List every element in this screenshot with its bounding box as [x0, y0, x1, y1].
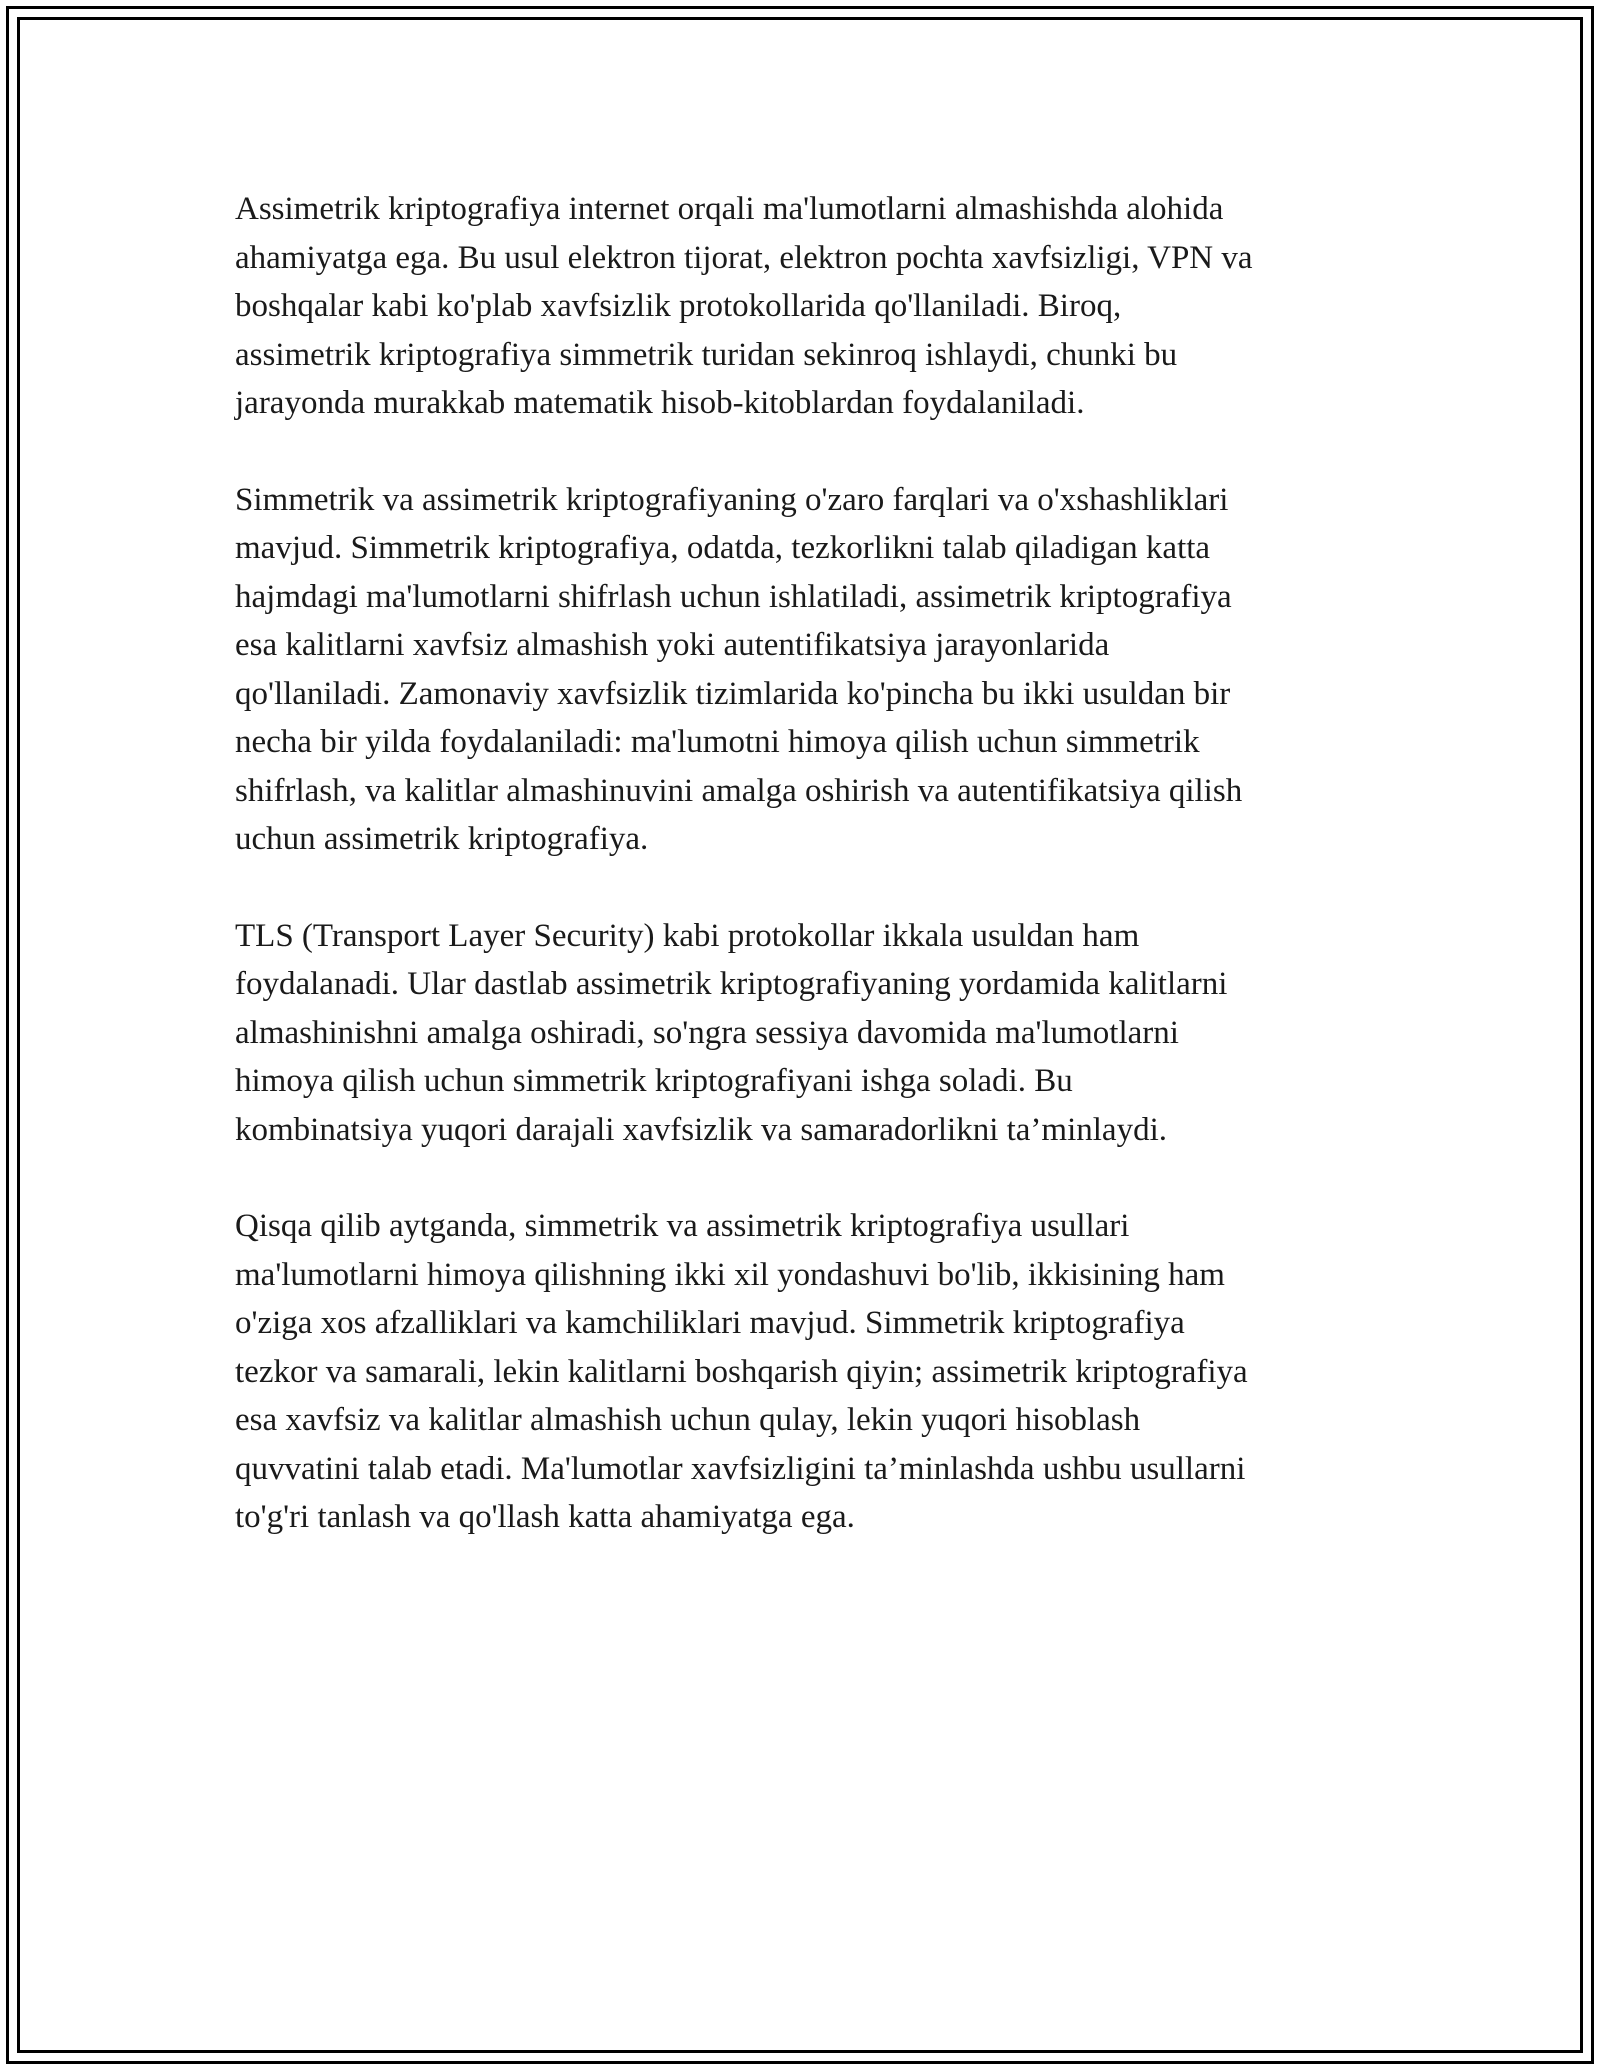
document-body [235, 185, 1375, 1590]
paragraph-3: TLS (Transport Layer Security) kabi protokollar ikkala usuldan ham foydalanadi. Ular dastlab assimetrik kriptografiyaning yordamida kalitlarni almashinishni amalga oshiradi, so'ngra sessiya davomida ma'lumotlarni himoya qilish uchun simmetrik kriptografiyani ishga soladi. Bu kombinatsiya yuqori darajali xavfsizlik va samaradorlikni ta’minlaydi. [235, 917, 1228, 1148]
paragraph-1: Assimetrik kriptografiya internet orqali ma'lumotlarni almashishda alohida ahamiyatga ega. Bu usul elektron tijorat, elektron pochta xavfsizligi, VPN va boshqalar kabi ko'plab xavfsizlik protokollarida qo'llaniladi. Biroq, assimetrik kriptografiya simmetrik turidan sekinroq ishlaydi, chunki bu jarayonda murakkab matematik hisob-kitoblardan foydalaniladi. [235, 191, 1253, 421]
paragraph-4: Qisqa qilib aytganda, simmetrik va assimetrik kriptografiya usullari ma'lumotlarni himoya qilishning ikki xil yondashuvi bo'lib, ikkisining ham o'ziga xos afzalliklari va kamchiliklari mavjud. Simmetrik kriptografiya tezkor va samarali, lekin kalitlarni boshqarish qiyin; assimetrik kriptografiya esa xavfsiz va kalitlar almashish uchun qulay, lekin yuqori hisoblash quvvatini talab etadi. Ma'lumotlar xavfsizligini ta’minlashda ushbu usullarni to'g'ri tanlash va qo'llash katta ahamiyatga ega. [235, 1208, 1248, 1535]
paragraph-2: Simmetrik va assimetrik kriptografiyaning o'zaro farqlari va o'xshashliklari mavjud. Simmetrik kriptografiya, odatda, tezkorlikni talab qiladigan katta hajmdagi ma'lumotlarni shifrlash uchun ishlatiladi, assimetrik kriptografiya esa kalitlarni xavfsiz almashish yoki autentifikatsiya jarayonlarida qo'llaniladi. Zamonaviy xavfsizlik tizimlarida ko'pincha bu ikki usuldan bir necha bir yilda foydalaniladi: ma'lumotni himoya qilish uchun simmetrik shifrlash, va kalitlar almashinuvini amalga oshirish va autentifikatsiya qilish uchun assimetrik kriptografiya. [235, 481, 1243, 857]
